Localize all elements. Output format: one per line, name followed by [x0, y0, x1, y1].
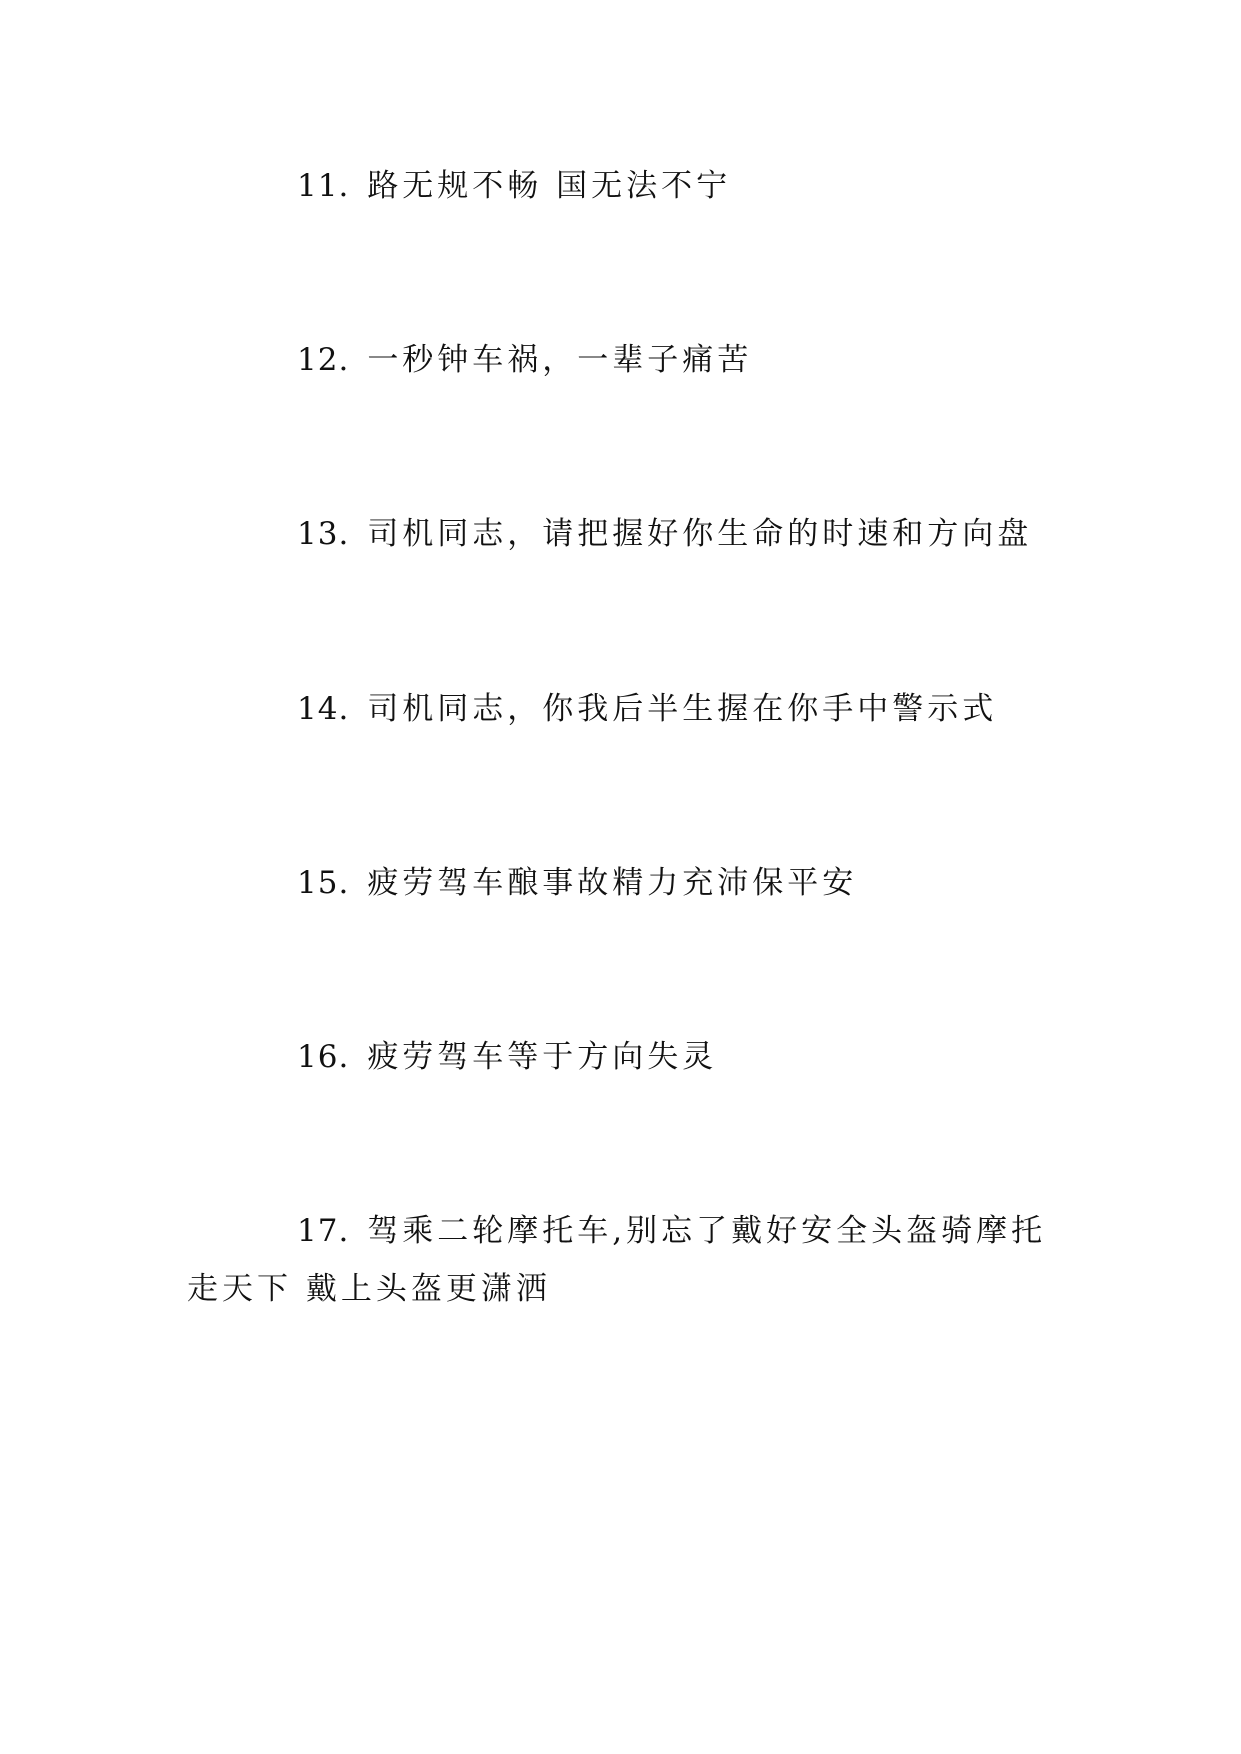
item-number: 17.	[297, 1213, 350, 1249]
item-number: 16.	[297, 1039, 350, 1075]
item-number: 13.	[297, 516, 350, 552]
item-text: 司机同志，你我后半生握在你手中警示式	[367, 691, 998, 727]
item-text: 疲劳驾车酿事故精力充沛保平安	[367, 865, 858, 901]
item-number: 15.	[297, 865, 350, 901]
slogan-item-11	[187, 157, 1057, 215]
slogan-item-12	[187, 331, 1057, 389]
item-text: 路无规不畅 国无法不宁	[367, 168, 732, 204]
slogan-item-15	[187, 854, 1057, 912]
slogan-item-16	[187, 1028, 1057, 1086]
slogan-item-13	[187, 505, 1057, 563]
slogan-item-17	[187, 1202, 1057, 1318]
item-text: 疲劳驾车等于方向失灵	[367, 1039, 718, 1075]
item-number: 12.	[297, 342, 350, 378]
item-number: 14.	[297, 691, 350, 727]
item-number: 11.	[297, 168, 350, 204]
item-text: 一秒钟车祸，一辈子痛苦	[367, 342, 753, 378]
slogan-item-14	[187, 680, 1057, 738]
item-text: 司机同志，请把握好你生命的时速和方向盘	[367, 516, 1033, 552]
item-text: 驾乘二轮摩托车,别忘了戴好安全头盔骑摩托走天下 戴上头盔更潇洒	[187, 1213, 1047, 1307]
